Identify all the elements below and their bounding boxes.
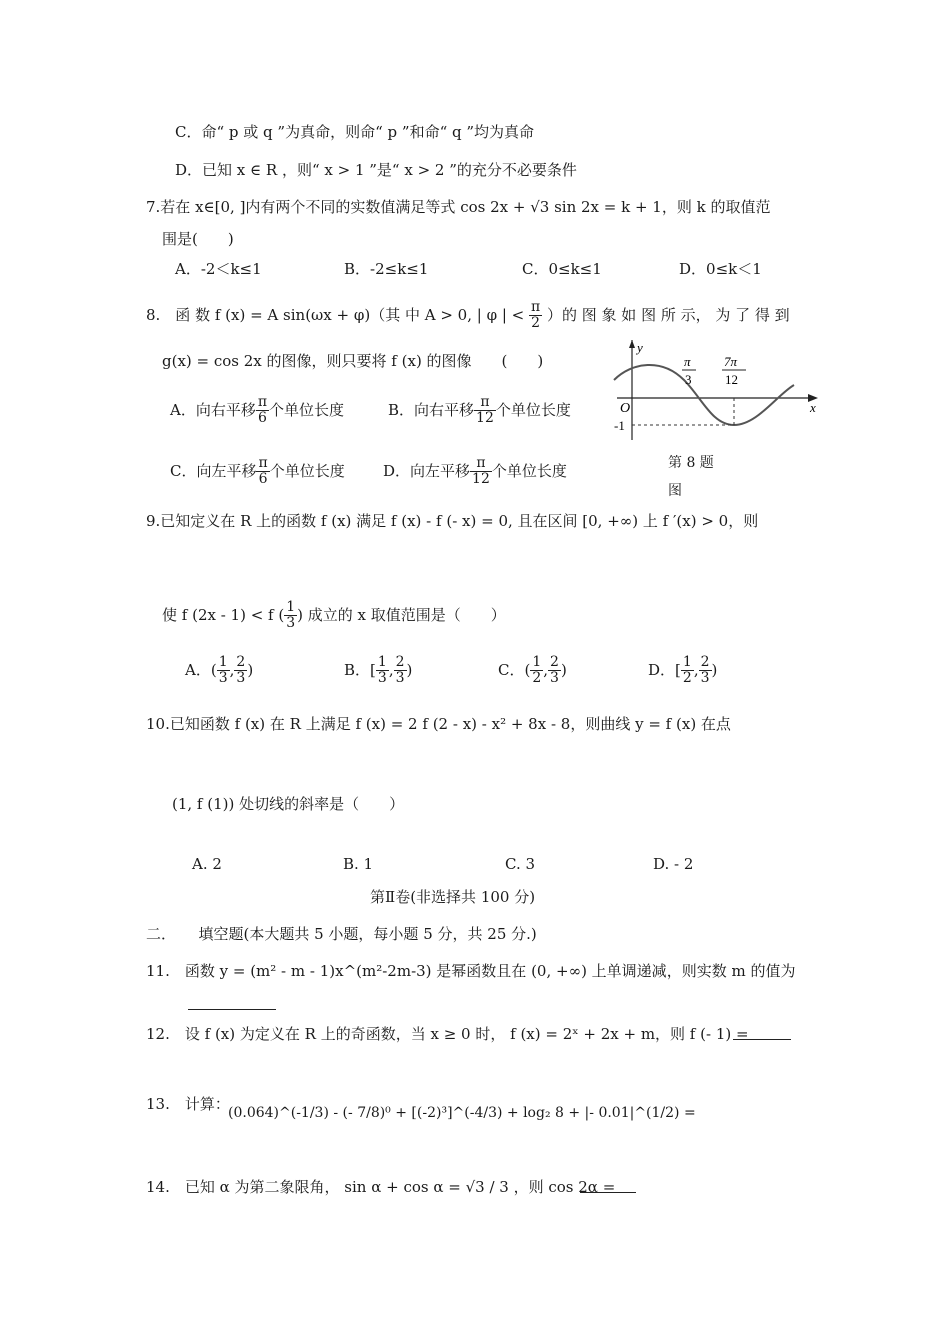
q8-graph xyxy=(612,340,827,490)
q10-stem: 10.已知函数 f (x) 在 R 上满足 f (x) = 2 f (2 - x) - x² + 8x - 8，则曲线 y = f (x) 在点 xyxy=(146,715,731,733)
q12: 12. 设 f (x) 为定义在 R 上的奇函数，当 x ≥ 0 时， f (x) = 2ˣ + 2x + m，则 f (- 1) = xyxy=(146,1025,749,1043)
q9-stem: 9.已知定义在 R 上的函数 f (x) 满足 f (x) - f (- x) = 0, 且在区间 [0, +∞) 上 f ′(x) > 0，则 xyxy=(146,512,759,530)
q8-option-c: C．向左平移 $\frac{\pi}{6}$ 个单位长度 xyxy=(170,455,345,488)
origin-label: O xyxy=(620,401,631,416)
q8-option-b: B．向右平移 $\frac{\pi}{12}$ 个单位长度 xyxy=(388,394,571,427)
x-label: x xyxy=(810,400,816,415)
neg-one-label: -1 xyxy=(614,418,625,433)
q8-option-d: D．向左平移 $\frac{\pi}{12}$ 个单位长度 xyxy=(383,455,567,488)
q10-option-d: D. - 2 xyxy=(653,855,694,873)
q9-option-c: C．( $\frac{1}{2}$ , $\frac{2}{3}$ ) xyxy=(498,654,567,687)
q7-option-b: B．-2≤k≤1 xyxy=(344,260,429,278)
q9-option-a: A．( $\frac{1}{3}$ , $\frac{2}{3}$ ) xyxy=(185,654,254,687)
tick-pi3-num: π xyxy=(684,354,691,369)
q7-option-c: C．0≤k≤1 xyxy=(522,260,602,278)
part-two-heading: 二． 填空题(本大题共 5 小题，每小题 5 分，共 25 分.) xyxy=(146,925,537,943)
q8-stem-cont: g(x) = cos 2x 的图像，则只要将 f (x) 的图像 ( ) xyxy=(162,352,544,370)
graph-caption-cont: 图 xyxy=(668,483,682,499)
q10-stem-cont: (1, f (1)) 处切线的斜率是（ ） xyxy=(172,795,405,813)
y-label: y xyxy=(637,340,643,355)
q9-stem-cont: 使 f (2x - 1) < f ( $\frac{1}{3}$ ) 成立的 x 取值范围是（ ） xyxy=(162,599,506,632)
sine-curve xyxy=(614,365,794,425)
q12-answer-blank[interactable] xyxy=(733,1025,791,1044)
graph-caption: 第 8 题 xyxy=(668,455,714,471)
q9-option-d: D．[ $\frac{1}{2}$ , $\frac{2}{3}$ ) xyxy=(648,654,718,687)
section-title: 第Ⅱ卷(非选择共 100 分) xyxy=(370,888,536,906)
q10-option-c: C. 3 xyxy=(505,855,536,873)
q8-option-a: A．向右平移 $\frac{\pi}{6}$ 个单位长度 xyxy=(170,394,345,427)
q8-stem: 8. 函 数 f (x) = A sin(ωx + φ)（其 中 A > 0, | φ | < $\frac{\pi}{2}$ ）的 图 象 如 图 所 示， 为 了 得 到 xyxy=(146,299,790,332)
tick-7pi12-den: 12 xyxy=(725,372,738,387)
q9-option-b: B．[ $\frac{1}{3}$ , $\frac{2}{3}$ ) xyxy=(344,654,413,687)
q11: 11. 函数 y = (m² - m - 1)x^(m²-2m-3) 是幂函数且在 (0, +∞) 上单调递减，则实数 m 的值为 xyxy=(146,962,796,980)
tick-7pi12-num: 7π xyxy=(724,354,738,369)
q10-option-a: A. 2 xyxy=(192,855,222,873)
q13-expression: (0.064)^(-1/3) - (- 7/8)⁰ + [(-2)³]^(-4/3) + log₂ 8 + |- 0.01|^(1/2) = xyxy=(228,1105,696,1121)
q7-option-d: D．0≤k＜1 xyxy=(679,260,762,278)
q14-answer-blank[interactable] xyxy=(580,1178,636,1197)
fraction-pi-over-2: $\frac{\pi}{2}$ xyxy=(531,299,541,332)
q6-option-c: C．命“ p 或 q ”为真命，则命“ p ”和命“ q ”均为真命 xyxy=(175,123,535,141)
q7-stem-cont: 围是( ) xyxy=(162,230,234,248)
q7-stem: 7.若在 x∈[0, ]内有两个不同的实数值满足等式 cos 2x + √3 sin 2x = k + 1，则 k 的取值范 xyxy=(146,198,771,216)
q13-label: 13. 计算： xyxy=(146,1095,230,1113)
tick-pi3-den: 3 xyxy=(685,372,692,387)
y-axis-arrow xyxy=(629,340,635,348)
q11-answer-blank[interactable] xyxy=(188,995,276,1014)
q7-option-a: A．-2＜k≤1 xyxy=(175,260,262,278)
q14: 14. 已知 α 为第二象限角， sin α + cos α = √3 / 3 ，则 cos 2α = xyxy=(146,1178,616,1196)
q6-option-d: D．已知 x ∈ R ，则“ x > 1 ”是“ x > 2 ”的充分不必要条件 xyxy=(175,161,577,179)
q10-option-b: B. 1 xyxy=(343,855,374,873)
